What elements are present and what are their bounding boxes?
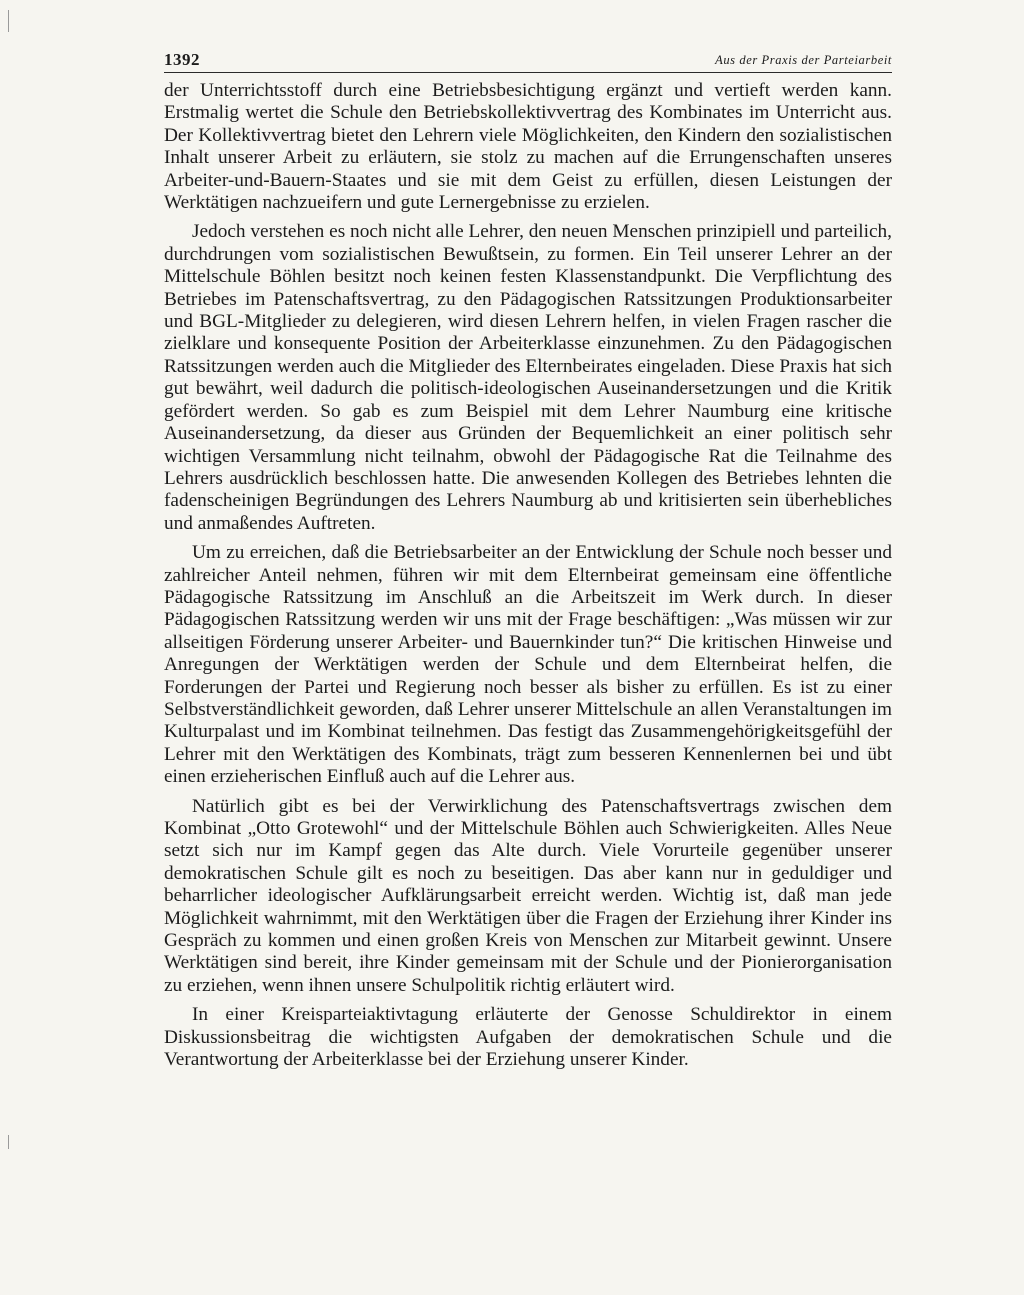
page-header — [164, 50, 892, 73]
document-page — [164, 50, 892, 1078]
paragraph-2: Jedoch verstehen es noch nicht alle Lehrer, den neuen Menschen prinzipiell und parteilich, durchdrungen vom sozialistischen Bewußtsein, zu formen. Ein Teil unserer Lehrer an der Mittelschule Böhlen besitzt noch keinen festen Klassenstandpunkt. Die Verpflichtung des Betriebes im Patenschaftsvertrag, zu den Pädagogischen Ratssitzungen Produktionsarbeiter und BGL-Mitglieder zu delegieren, wird diesen Lehrern helfen, in vielen Fragen rascher die zielklare und konsequente Position der Arbeiterklasse einzunehmen. Zu den Pädagogischen Ratssitzungen werden auch die Mitglieder des Elternbeirates eingeladen. Diese Praxis hat sich gut bewährt, weil dadurch die politisch-ideologischen Auseinandersetzungen und die Kritik gefördert werden. So gab es zum Beispiel mit dem Lehrer Naumburg eine kritische Auseinandersetzung, da dieser aus Gründen der Bequemlichkeit an einer politisch sehr wichtigen Versammlung nicht teilnahm, obwohl der Pädagogische Rat die Teilnahme des Lehrers ausdrücklich beschlossen hatte. Die anwesenden Kollegen des Betriebes lehnten die fadenscheinigen Begründungen des Lehrers Naumburg ab und kritisierten sein überhebliches und anmaßendes Auftreten. — [164, 221, 892, 534]
paragraph-1: der Unterrichtsstoff durch eine Betriebsbesichtigung ergänzt und vertieft werden kann. Erstmalig wertet die Schule den Betriebskollektivvertrag des Kombinates im Unterricht aus. Der Kollektivvertrag bietet den Lehrern viele Möglichkeiten, den Kindern den sozialistischen Inhalt unserer Arbeit zu erläutern, sie stolz zu machen auf die Errungenschaften unseres Arbeiter-und-Bauern-Staates und sie mit dem Geist zu erfüllen, diesen Leistungen der Werktätigen nachzueifern und gute Lernergebnisse zu erzielen. — [164, 80, 892, 214]
body-text — [164, 80, 892, 1071]
scan-edge-mark — [8, 10, 9, 32]
page-number: 1392 — [164, 50, 200, 69]
paragraph-3: Um zu erreichen, daß die Betriebsarbeiter an der Entwicklung der Schule noch besser und zahlreicher Anteil nehmen, führen wir mit dem Elternbeirat gemeinsam eine öffentliche Pädagogische Ratssitzung im Anschluß an die Arbeitszeit im Werk durch. In dieser Pädagogischen Ratssitzung werden wir uns mit der Frage beschäftigen: „Was müssen wir zur allseitigen Förderung unserer Arbeiter- und Bauernkinder tun?“ Die kritischen Hinweise und Anregungen der Werktätigen werden der Schule und dem Elternbeirat helfen, die Forderungen der Partei und Regierung noch besser als bisher zu erfüllen. Es ist zu einer Selbstverständlichkeit geworden, daß Lehrer unserer Mittelschule an allen Veranstaltungen im Kulturpalast und im Kombinat teilnehmen. Das festigt das Zusammengehörigkeitsgefühl der Lehrer mit den Werktätigen des Kombinats, trägt zum besseren Kennenlernen bei und übt einen erzieherischen Einfluß auch auf die Lehrer aus. — [164, 542, 892, 788]
paragraph-4: Natürlich gibt es bei der Verwirklichung des Patenschaftsvertrags zwischen dem Kombinat „Otto Grotewohl“ und der Mittelschule Böhlen auch Schwierigkeiten. Alles Neue setzt sich nur im Kampf gegen das Alte durch. Viele Vorurteile gegenüber unserer demokratischen Schule gilt es noch zu beseitigen. Das aber kann nur in geduldiger und beharrlicher ideologischer Aufklärungsarbeit erreicht werden. Wichtig ist, daß man jede Möglichkeit wahrnimmt, mit den Werktätigen über die Fragen der Erziehung ihrer Kinder ins Gespräch zu kommen und einen großen Kreis von Menschen zur Mitarbeit gewinnt. Unsere Werktätigen sind bereit, ihre Kinder gemeinsam mit der Schule und der Pionierorganisation zu erziehen, wenn ihnen unsere Schulpolitik richtig erläutert wird. — [164, 795, 892, 996]
running-title: Aus der Praxis der Parteiarbeit — [715, 53, 892, 67]
scan-edge-mark — [8, 1135, 9, 1149]
paragraph-5: In einer Kreisparteiaktivtagung erläuterte der Genosse Schuldirektor in einem Diskussionsbeitrag die wichtigsten Aufgaben der demokratischen Schule und die Verantwortung der Arbeiterklasse bei der Erziehung unserer Kinder. — [164, 1004, 892, 1071]
